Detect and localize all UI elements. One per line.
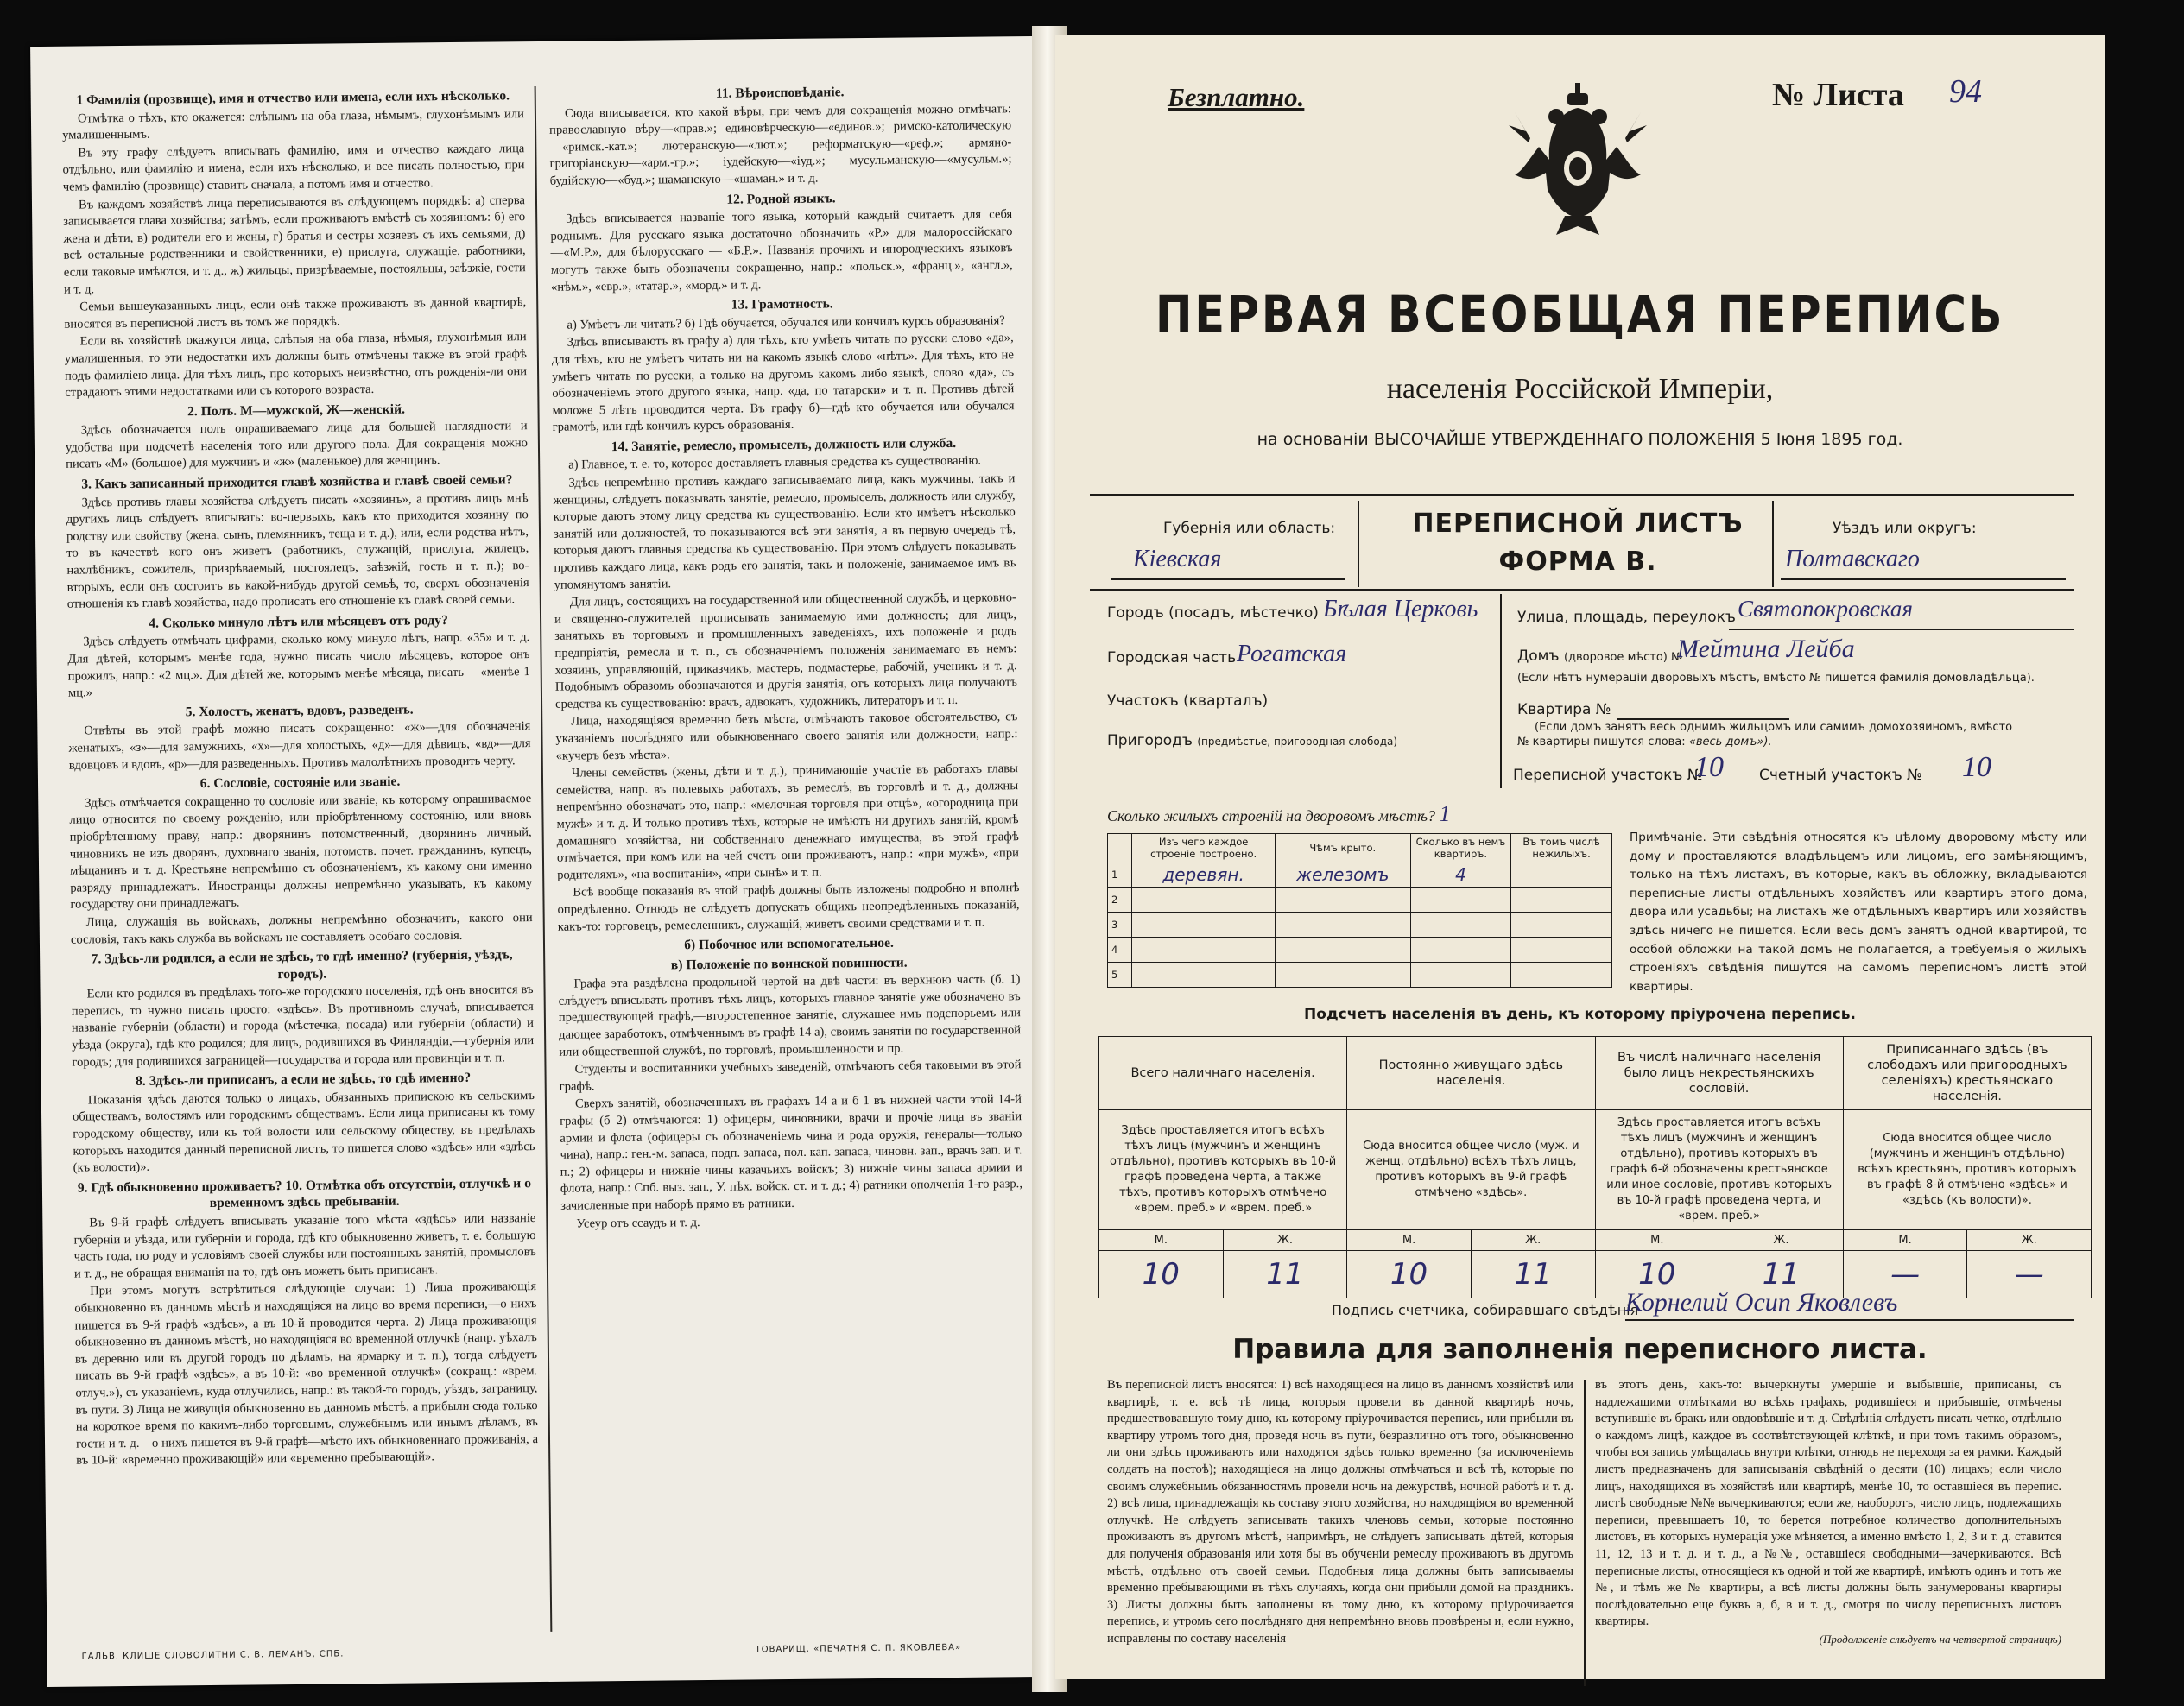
buildings-cell-roof <box>1275 938 1410 963</box>
pop-value: — <box>1843 1251 1967 1298</box>
buildings-cell-roof <box>1275 888 1410 913</box>
col-material: Изъ чего каждое строеніе построено. <box>1132 834 1276 862</box>
instruction-paragraph: Сверхъ занятій, обозначенныхъ въ графахъ 14 а и б 1 въ нижней части этой 14-й графы (б 2) отмѣчаются: 1) офицеры, чиновники, врачи и прочіе лица въ званіи армии и флота (офицеры съ обозначеніемъ чина и рода оружія, генералы—только чина), напр.: ген.-м. запаса, подп. запаса, пол. кап. запаса, чиновн. зап., врачъ зап. и т. п.; 2) офицеры и нижніе чины казачьихъ войскъ; 3) нижніе чины запаса армии и флота, напр.: Спб. выз. зап., У. пѣх. войск. ст. и т. д.; 4) ратники ополченія 1-го разр., зачисленные при наборѣ прямо въ ратники. <box>560 1092 1023 1213</box>
pop-sex-header: М. <box>1595 1230 1719 1251</box>
printer-footer-right: ТОВАРИЩ. «ПЕЧАТНЯ С. П. ЯКОВЛЕВА» <box>755 1642 962 1655</box>
buildings-cell-n: 1 <box>1108 862 1132 888</box>
buildings-row <box>1108 913 1612 938</box>
buildings-row <box>1108 963 1612 988</box>
buildings-cell-roof: железомъ <box>1275 862 1410 888</box>
buildings-cell-material: деревян. <box>1132 862 1276 888</box>
instruction-paragraph: Графа эта раздѣлена продольной чертой на двѣ части: въ верхнюю часть (б. 1) слѣдуетъ вписывать противъ тѣхъ лицъ, которыхъ главное занятіе уже обозначено въ предшествующей графѣ,—второстепенное занятіе, служащее имъ подспорьемъ или дающее заработокъ, отмѣченнымъ въ графѣ 14 а), своимъ занятіи по государственной или общественной службѣ, по торговлѣ, промышленности и пр. <box>558 972 1022 1059</box>
counting-area-value: 10 <box>1962 751 1991 783</box>
buildings-row <box>1108 938 1612 963</box>
instruction-paragraph: Сюда вписывается, кто какой вѣры, при чемъ для сокращенія можно отмѣчать: православную вѣру—«прав.»; единовѣрческую—«единов.»; римско-католическую—«римск.-кат.»; лютеранскую—«лют.»; реформатскую—«реф.»; армяно-григоріанскую—«арм.-гр.»; іудейскую—«іуд.»; мусульманскую—«мусульм.»; будійскую—«буд.»; шаманскую—«шаман.» и т. д. <box>549 101 1012 188</box>
rules-title: Правила для заполненія переписного листа. <box>1232 1334 1928 1365</box>
left-page-instructions <box>30 36 1049 1687</box>
buildings-cell-n: 2 <box>1108 888 1132 913</box>
instructions-column-left <box>62 85 539 1470</box>
instruction-paragraph: Отмѣтка о тѣхъ, кто окажется: слѣпымъ на оба глаза, нѣмымъ, глухонѣмымъ или умалишеннымъ. <box>62 106 525 142</box>
pop-value: 10 <box>1595 1251 1719 1298</box>
instruction-paragraph: а) Главное, т. е. то, которое доставляетъ главныя средства къ существованію. <box>568 454 982 473</box>
suburb-note: (предмѣстье, пригородная слобода) <box>1197 736 1398 748</box>
pop-desc-peasant: Сюда вносится общее число (мужчинъ и женщинъ отдѣльно) всѣхъ крестьянъ, противъ которыхъ въ графѣ 8-й отмѣчено «здѣсь» и «здѣсь (къ волости)». <box>1843 1110 2091 1230</box>
house-label <box>1517 648 1683 665</box>
buildings-question-text: Сколько жилыхъ строеній на дворовомъ мѣстѣ? <box>1107 807 1435 825</box>
district-label: Участокъ (кварталъ) <box>1107 692 1269 710</box>
divider <box>1090 494 2074 496</box>
buildings-cell-apts: 4 <box>1410 862 1510 888</box>
instruction-paragraph: Здѣсь непремѣнно противъ каждаго записываемаго лица, какъ мужчины, такъ и женщины, слѣдуетъ показывать занятіе, ремесло, промыселъ, должность или службу, которые даютъ этому лицу средства къ существованію. Если кто имѣетъ нѣсколько занятій или должностей, то показываются всѣ эти занятія, а въ первую очередь тѣ, которыя даютъ главныя средства къ существованію. При этомъ слѣдуетъ показывать противъ каждаго лица, какъ родъ его занятія, такъ и положеніе, занимаемое имъ въ упомянутомъ занятіи. <box>553 471 1016 592</box>
form-title-line-1: ПЕРЕПИСНОЙ ЛИСТЪ <box>1412 509 1744 539</box>
pop-sex-header: М. <box>1347 1230 1472 1251</box>
apartment-hint-1: (Если домъ занятъ весь однимъ жильцомъ или самимъ домохозяиномъ, вмѣсто <box>1535 721 2013 734</box>
instruction-paragraph: Усеур отъ ссаудъ и т. д. <box>576 1215 700 1231</box>
street-value: Святопокровская <box>1738 596 1913 622</box>
section-heading: 11. Вѣроисповѣданіе. <box>715 85 845 101</box>
buildings-cell-apts <box>1410 938 1510 963</box>
pop-sex-header: Ж. <box>1719 1230 1844 1251</box>
col-number <box>1108 834 1132 862</box>
signature-value: Корнелий Осип Яковлевъ <box>1625 1288 1898 1317</box>
pop-sex-header: Ж. <box>1223 1230 1347 1251</box>
section-heading: в) Положеніе по воинской повинности. <box>670 955 908 973</box>
apartment-hint-3: «весь домъ»). <box>1688 736 1772 749</box>
rules-column-2 <box>1595 1377 2061 1648</box>
form-title <box>1375 505 1781 581</box>
house-label-text: Домъ <box>1517 648 1560 665</box>
pop-value: 10 <box>1099 1251 1224 1298</box>
street-label: Улица, площадь, переулокъ <box>1517 609 1736 626</box>
buildings-row <box>1108 862 1612 888</box>
pop-value: — <box>1967 1251 2092 1298</box>
suburb-label-text: Пригородъ <box>1107 732 1193 749</box>
buildings-row <box>1108 888 1612 913</box>
city-label: Городъ (посадъ, мѣстечко) <box>1107 604 1319 622</box>
section-heading: 8. Здѣсь-ли приписанъ, а если не здѣсь, то гдѣ именно? <box>135 1071 472 1090</box>
pop-col-permanent: Постоянно живущаго здѣсь населенія. <box>1347 1037 1595 1110</box>
buildings-cell-material <box>1132 888 1276 913</box>
pop-value: 11 <box>1719 1251 1844 1298</box>
instruction-paragraph: Здѣсь вписывается названіе того языка, который каждый считаетъ для себя роднымъ. Для русскаго языка достаточно обозначить «Р.» для малороссійскаго—«М.Р.», для бѣлорусскаго — «Б.Р.». Названія прочихъ и инородческихъ языковъ могутъ также быть обозначены сокращенно, напр.: «польск.», «франц.», «англ.», «нѣм.», «евр.», «татар.», «морд.» и т. д. <box>550 207 1013 294</box>
pop-col-present: Всего наличнаго населенія. <box>1099 1037 1347 1110</box>
instruction-paragraph: Въ каждомъ хозяйствѣ лица переписываются въ слѣдующемъ порядкѣ: а) сперва записывается глава хозяйства; затѣмъ, если проживаютъ вмѣстѣ съ хозяиномъ: б) его жена и дѣти, в) родители его и жены, г) братья и сестры хозяевъ съ ихъ семьями, д) всѣ остальные родственники и свойственники, е) прислуга, служащіе, работники, если таковые имѣются, и т. д., ж) жильцы, призрѣваемые, постояльцы, заѣзжіе, гости и т. д. <box>63 193 526 297</box>
census-area-label: Переписной участокъ № <box>1513 767 1703 784</box>
pop-desc-present: Здѣсь проставляется итогъ всѣхъ тѣхъ лицъ (мужчинъ и женщинъ отдѣльно), противъ которыхъ въ 10-й графѣ проведена черта, а также тѣхъ, противъ которыхъ отмѣчено «врем. преб.» и «врем. преб.» <box>1099 1110 1347 1230</box>
buildings-cell-material <box>1132 938 1276 963</box>
col-roof: Чѣмъ крыто. <box>1275 834 1410 862</box>
sheet-number-label: № Листа <box>1772 77 1904 113</box>
suburb-label <box>1107 732 1397 749</box>
population-table <box>1098 1036 2092 1298</box>
buildings-cell-n: 5 <box>1108 963 1132 988</box>
uezd-value: Полтавскаго <box>1785 546 1920 572</box>
buildings-cell-material <box>1132 913 1276 938</box>
instruction-paragraph: Здѣсь слѣдуетъ отмѣчать цифрами, сколько кому минуло лѣтъ, напр. «35» и т. д. Для дѣтей, которымъ менѣе года, нужно писать число мѣсяцевъ, которое онъ прожилъ, напр.: «2 мц.». Для дѣтей же, которымъ менѣе мѣсяца, писать —«менѣе 1 мц.» <box>67 630 530 700</box>
instruction-paragraph: Члены семействъ (жены, дѣти и т. д.), принимающіе участіе въ работахъ главы семейства, напр. въ полевыхъ работахъ, въ ремеслѣ, въ торговлѣ и т. д., должны непремѣнно обозначать это, напр.: «мелочная торговля при отцѣ», «огородница при мужѣ» и т. д. И только противъ тѣхъ, которые не имѣютъ ни другихъ занятій, кромѣ домашняго хозяйства, ни собственнаго денежнаго имущества, въ этой графѣ отмѣчается, при комъ или на чей счетъ они проживаютъ, напр.: «при мужѣ», «при родителяхъ», «на воспитаніи», «при сынѣ» и т. п. <box>556 761 1020 882</box>
pop-sex-header: М. <box>1843 1230 1967 1251</box>
instruction-paragraph: Семьи вышеуказанныхъ лицъ, если онѣ также проживаютъ въ данной квартирѣ, вносятся въ переписной листъ въ томъ же порядкѣ. <box>64 295 527 332</box>
pop-value: 10 <box>1347 1251 1472 1298</box>
instruction-paragraph: Здѣсь обозначается полъ опрашиваемаго лица для большей наглядности и удобства при подсчетѣ населенія того или другого пола. Для сокращенія можно писать «М» (большое) для мужчинъ и «ж» (маленькое) для женщинъ. <box>65 419 529 472</box>
guberniya-value: Кіевская <box>1133 546 1222 572</box>
house-value: Мейтина Лейба <box>1677 635 1855 663</box>
census-area-value: 10 <box>1694 751 1724 783</box>
buildings-cell-nonres <box>1511 913 1612 938</box>
instruction-paragraph: Здѣсь вписываютъ въ графу а) для тѣхъ, кто умѣетъ читать по русски слово «да», для тѣхъ, кто не умѣетъ читать ни на какомъ языкѣ слово «нѣтъ». Для тѣхъ, кто не умѣетъ читать по русски, а только на другомъ какомъ либо языкѣ, слово «да», съ обозначеніемъ этого другого языка, напр. «да, по татарски» и т. п. Противъ дѣтей моложе 5 лѣтъ проводится черта. Въ графу б)—гдѣ кто обучается или обучался грамотѣ, или гдѣ кончилъ курсъ образованія. <box>551 331 1015 435</box>
pop-desc-non-peasant: Здѣсь проставляется итогъ всѣхъ тѣхъ лицъ (мужчинъ и женщинъ отдѣльно), противъ которыхъ въ графѣ 6-й обозначены крестьянское или иное сословіе, противъ которыхъ въ 10-й графѣ проведена черта, и «врем. преб.» <box>1595 1110 1843 1230</box>
counting-area-label: Счетный участокъ № <box>1759 767 1922 784</box>
instruction-paragraph: Здѣсь противъ главы хозяйства слѣдуетъ писать «хозяинъ», а противъ лицъ мнѣ другихъ лицъ слѣдуетъ вписывать: во-первыхъ, какъ кто приходится хозяину по родству или свойству (жена, сынъ, племянникъ, теща и т. д.), или, если родства нѣтъ, то въ качествѣ кого онъ живетъ (работникъ, служащій, прислуга, жилецъ, нахлѣбникъ, сожитель, призрѣваемый, постоялецъ, заѣзжій, гость и т. п.); во-вторыхъ, если онъ состоитъ въ какой-нибудь другой семьѣ, то, сверхъ обозначенія отношенія къ главѣ хозяйства, надо прописать его отношеніе къ главѣ своей семьи. <box>66 490 529 611</box>
population-title: Подсчетъ населенія въ день, къ которому пріурочена перепись. <box>1304 1006 1856 1023</box>
instructions-column-right <box>549 79 1023 1234</box>
buildings-cell-nonres <box>1511 862 1612 888</box>
rules-column-2-text: въ этотъ день, какъ-то: вычеркнуты умершіе и выбывшіе, приписаны, съ надлежащими отмѣтками во всѣхъ графахъ, родившіеся и прибывшіе, отмѣчены вступившіе въ бракъ или овдовѣвшіе и т. д. Свѣдѣнія слѣдуетъ писать четко, отдѣльно о каждомъ лицѣ, каждое въ соотвѣтствующей клѣткѣ, и при томъ такимъ образомъ, чтобы вся запись умѣщалась внутри клѣтки, отнюдь не переходя за ея рамки. Каждый листъ предназначенъ для записыванія свѣдѣній о десяти (10) лицахъ; если число лицъ, находящихся въ хозяйствѣ или квартирѣ, менѣе 10, то оставшіеся въ перепис. листѣ свободные №№ вычеркиваются; если же, наоборотъ, число лицъ, подлежащихъ переписи, превышаетъ 10, то берется потребное количество дополнительныхъ листовъ, въ которыхъ нумерація уже мѣняется, а именно вмѣсто 1, 2, 3 и т. д. ставится 11, 12, 13 и т. д. и т. д., а №№, оставшіеся свободными—зачеркиваются. Всѣ переписные листы, относящіеся къ одной и той же квартирѣ, имѣютъ одинъ и тотъ же №, и тѣмъ же № квартиры, а всѣ листы должны быть занумерованы квартиры послѣдовательно еще буквъ а, б, в и т. д., смотря по числу переписныхъ листовъ квартиры. <box>1595 1378 2061 1629</box>
rules-column-1: Въ переписной листъ вносятся: 1) всѣ находящіеся на лицо въ данномъ хозяйствѣ или квартирѣ, т. е. всѣ тѣ лица, которыя провели въ данной квартирѣ ночь, предшествовавшую тому дню, къ которому пріурочивается перепись, или прибыли въ квартиру утромъ того дня, проведя ночь въ пути, безразлично отъ того, обыкновенно ли они здѣсь проживаютъ или находятся здѣсь только временно (за исключеніемъ солдатъ на постоѣ); находящіеся на лицо должны отмѣчаться и всѣ тѣ, которые по своимъ служебнымъ обязанностямъ провели ночь на дежурствѣ, ночной работѣ и т. д. 2) всѣ лица, принадлежащія къ составу этого хозяйства, но находящіяся во временной отлучкѣ. Не слѣдуетъ записывать такихъ членовъ семьи, которые постоянно проживаютъ въ другомъ мѣстѣ, напримѣръ, не слѣдуетъ записывать дѣтей, которыя для полученія образованія или хотя бы въ обученіи ремеслу проживаютъ въ другомъ мѣстѣ, отдѣльно отъ своей семьи. Подобныя лица должны быть записываемы временно пребывающими въ тѣхъ случаяхъ, когда они прибыли домой на праздникъ. 3) Листы должны быть заполнены въ тому дню, къ которому пріурочивается перепись, и утромъ сего послѣдняго дня непремѣнно вновь провѣрены и, если нужно, исправлены по составу населенія <box>1107 1378 1573 1646</box>
apartment-label: Квартира № <box>1517 701 1611 718</box>
instruction-paragraph: Если въ хозяйствѣ окажутся лица, слѣпыя на оба глаза, нѣмыя, глухонѣмыя или умалишенныя, то эти недостатки ихъ должны быть отмѣчены также въ этой графѣ подъ фамиліею лица. Для тѣхъ лицъ, про которыхъ неизвѣстно, отъ рожденія-ли они страдаютъ этими недостатками или съ которого возраста. <box>64 330 528 400</box>
form-title-line-2: ФОРМА В. <box>1498 547 1657 577</box>
instruction-paragraph: Лица, находящіяся временно безъ мѣста, отмѣчаютъ таковое обстоятельство, съ указаніемъ послѣдняго или обыкновеннаго своего занятія или должности, напр.: «кучеръ безъ мѣста». <box>555 710 1018 763</box>
col-apartments: Сколько въ немъ квартиръ. <box>1410 834 1510 862</box>
buildings-cell-apts <box>1410 963 1510 988</box>
double-headed-eagle-emblem <box>1496 78 1660 242</box>
section-heading: б) Побочное или вспомогательное. <box>684 935 894 953</box>
section-heading: 3. Какъ записанный приходится главѣ хозяйства и главѣ своей семьи? <box>81 472 513 492</box>
instruction-paragraph: Въ 9-й графѣ слѣдуетъ вписывать указаніе того мѣста «здѣсь» или названіе губерніи и уѣзда, или губерніи и города, гдѣ кто обыкновенно живетъ, т. е. большую часть года, по роду и условіямъ своей службы или постоянныхъ занятій, промысловъ и т. д., не обращая вниманія на то, гдѣ онъ можетъ быть приписанъ. <box>73 1211 536 1281</box>
buildings-cell-apts <box>1410 888 1510 913</box>
section-heading: 4. Сколько минуло лѣтъ или мѣсяцевъ отъ роду? <box>149 612 448 631</box>
instruction-paragraph: Для лицъ, состоящихъ на государственной или общественной службѣ, и церковно-и священно-служителей прописывать занимаемую ими должность; для лицъ, занятыхъ въ торговыхъ и промышленныхъ заведеніяхъ, ихъ положеніе и родъ предпріятія, ремесла и т. п., съ обозначеніемъ положенія занимаемаго въ немъ: хозяинъ, управляющій, приказчикъ, мастеръ, подмастерье, рабочій, ученикъ и т. д. Подобнымъ образомъ обозначаются и другія занятія, отъ которыхъ лица получаютъ средства къ существованію: врачъ, адвокатъ, художникъ, литераторъ и т. п. <box>554 591 1017 711</box>
instruction-paragraph: Студенты и воспитанники учебныхъ заведеній, отмѣчаютъ себя таковыми въ этой графѣ. <box>559 1058 1022 1094</box>
buildings-cell-roof <box>1275 913 1410 938</box>
buildings-table <box>1107 833 1612 988</box>
col-nonresidential: Въ томъ числѣ нежилыхъ. <box>1511 834 1612 862</box>
pop-value: 11 <box>1471 1251 1595 1298</box>
section-heading: 2. Полъ. М—мужской, Ж—женскій. <box>187 401 406 419</box>
section-heading: 14. Занятіе, ремесло, промыселъ, должность или служба. <box>611 435 957 454</box>
guberniya-label: Губернія или область: <box>1163 520 1336 537</box>
buildings-cell-n: 4 <box>1108 938 1132 963</box>
house-note: (дворовое мѣсто) № <box>1563 651 1683 664</box>
buildings-question <box>1107 801 1450 827</box>
buildings-cell-nonres <box>1511 963 1612 988</box>
printer-footer-left: ГАЛЬВ. КЛИШЕ СЛОВОЛИТНИ С. В. ЛЕМАНЪ, СПБ. <box>81 1649 345 1662</box>
buildings-cell-material <box>1132 963 1276 988</box>
rules-continue-note: (Продолженіе слѣдуетъ на четвертой страницѣ) <box>1819 1632 2061 1646</box>
buildings-note: Примѣчаніе. Эти свѣдѣнія относятся къ цѣлому дворовому мѣсту или дому и проставляются владѣльцемъ или лицомъ, его замѣняющимъ, только на тѣхъ листахъ, въ которые, какъ въ обложку, вкладываются переписные листы отдѣльныхъ хозяйствъ или квартиръ этого дома, двора или усадьбы; на листахъ же отдѣльныхъ квартиръ или хозяйствъ здѣсь ничего не пишется. Если весь домъ занятъ одной квартирой, то особой обложки на такой домъ не полагается, а требуемыя о жилыхъ строеніяхъ свѣдѣнія пишутся на самомъ переписномъ листѣ этой квартиры. <box>1630 831 2087 994</box>
instruction-paragraph: а) Умѣетъ-ли читать? б) Гдѣ обучается, обучался или кончилъ курсъ образованія? <box>567 313 1005 332</box>
buildings-cell-n: 3 <box>1108 913 1132 938</box>
section-heading: 7. Здѣсь-ли родился, а если не здѣсь, то гдѣ именно? (губернія, уѣздъ, городъ). <box>91 947 513 982</box>
instruction-paragraph: Лица, служащія въ войскахъ, должны непремѣнно обозначить, какого они сословія, такъ какъ служба въ войскахъ не составляетъ особаго сословія. <box>70 910 533 947</box>
section-heading: 9. Гдѣ обыкновенно проживаетъ? 10. Отмѣтка объ отсутствіи, отлучкѣ и о временномъ здѣсь пребываніи. <box>77 1175 532 1211</box>
page-title: ПЕРВАЯ ВСЕОБЩАЯ ПЕРЕПИСЬ <box>1155 285 2005 344</box>
pop-value: 11 <box>1223 1251 1347 1298</box>
uezd-label: Уѣздъ или округъ: <box>1833 520 1977 537</box>
section-heading: 13. Грамотность. <box>731 296 833 313</box>
house-hint: (Если нѣтъ нумераціи дворовыхъ мѣстъ, вмѣсто № пишется фамилія домовладѣльца). <box>1517 672 2035 685</box>
signature-label: Подпись счетчика, собиравшаго свѣдѣнія <box>1332 1302 1639 1318</box>
instruction-paragraph: Здѣсь отмѣчается сокращенно то сословіе или званіе, къ которому опрашиваемое лицо относится по своему рожденію, или пріобрѣтенному состоянію, или вновь пріобрѣтенному праву, напр.: дворянинъ потомственный, дворянинъ личный, чиновникъ не изъ дворянъ, духовнаго званія, потомств. почет. гражданинъ, купецъ, мѣщанинъ и т. д. Крестьяне непремѣнно съ обозначеніемъ, къ какому они именно разряду принадлежатъ. Иностранцы должны непремѣнно указывать, къ какому государству они принадлежатъ. <box>69 791 533 913</box>
pop-col-peasant: Приписаннаго здѣсь (въ слободахъ или пригородныхъ селеніяхъ) крестьянскаго населенія. <box>1843 1037 2091 1110</box>
instruction-paragraph: Въ эту графу слѣдуетъ вписывать фамилію, имя и отчество каждаго лица отдѣльно, или фамилію и имена, если ихъ нѣсколько, и все писать полностью, при чемъ фамилію (прозвище) ставить сначала, а потомъ имя и отчество. <box>62 141 525 194</box>
buildings-cell-nonres <box>1511 938 1612 963</box>
city-value: Бѣлая Церковь <box>1323 596 1478 622</box>
instruction-paragraph: Всѣ вообще показанія въ этой графѣ должны быть изложены подробно и вполнѣ опредѣленно. Отнюдь не слѣдуетъ допускать общихъ неопредѣленныхъ показаній, какъ-то: торговецъ, ремесленникъ, служащій, живетъ своими средствами и т. п. <box>557 881 1020 934</box>
city-part-value: Рогатская <box>1237 641 1347 667</box>
section-heading: 6. Сословіе, состояніе или званіе. <box>199 774 401 792</box>
pop-sex-header: Ж. <box>1967 1230 2092 1251</box>
page-subtitle: населенія Россійской Имперіи, <box>1386 373 1774 405</box>
pop-col-non-peasant: Въ числѣ наличнаго населенія было лицъ некрестьянскихъ сословій. <box>1595 1037 1843 1110</box>
instruction-paragraph: Показанія здѣсь даются только о лицахъ, обязанныхъ припискою къ сельскимъ обществамъ, волостямъ или городскимъ обществамъ. Если лица приписаны къ тому городскому обществу, или къ той волости или сельскому обществу, въ предѣлахъ которыхъ находится данный переписной листъ, то пишется слово «здѣсь» или «здѣсь (къ волости)». <box>72 1088 535 1175</box>
instruction-paragraph: Отвѣты въ этой графѣ можно писать сокращенно: «ж»—для обозначенія женатыхъ, «з»—для замужнихъ, «х»—для холостыхъ, «д»—для дѣвицъ, «вд»—для вдовцовъ и вдовъ, «р»—для разведенныхъ. Противъ малолѣтнихъ проводить черту. <box>68 719 531 773</box>
free-label: Безплатно. <box>1168 82 1305 112</box>
buildings-answer: 1 <box>1439 801 1451 826</box>
section-heading: 1 Фамилія (прозвище), имя и отчество или имена, если ихъ нѣсколько. <box>76 88 510 108</box>
buildings-cell-apts <box>1410 913 1510 938</box>
city-part-label: Городская часть <box>1107 649 1237 667</box>
section-heading: 12. Родной языкъ. <box>726 190 836 207</box>
instruction-paragraph: Если кто родился въ предѣлахъ того-же городского поселенія, гдѣ онъ вносится въ перепись, то нужно писать просто: «здѣсь». Въ противномъ случаѣ, вписывается названіе губерніи (области) и города (мѣстечка, посада) или губерніи (области) и уѣзда (округа), гдѣ кто родился; для лицъ, родившихся въ Финляндіи,—губернія или городъ; для родившихся заграницей—государства и города или провинціи и т. п. <box>71 983 535 1070</box>
pop-sex-header: М. <box>1099 1230 1224 1251</box>
legal-basis: на основаніи ВЫСОЧАЙШЕ УТВЕРЖДЕННАГО ПОЛОЖЕНІЯ 5 Іюня 1895 год. <box>1257 430 1903 449</box>
census-form-page <box>1055 35 2105 1679</box>
instruction-paragraph: При этомъ могутъ встрѣтиться слѣдующіе случаи: 1) Лица проживающія обыкновенно въ данномъ мѣстѣ и находящіяся на лицо во время переписи,—о нихъ пишется въ 9-й графѣ «здѣсь», а въ 10-й проводится черта. 2) Лица проживающія обыкновенно въ данномъ мѣстѣ, но находящіяся во временной отлучкѣ (напр. уѣхалъ въ деревню или въ другой городъ по дѣламъ, на ярмарку и т. п.), тогда слѣдуетъ писать въ 9-й графѣ «здѣсь», а въ 10-й: «во временной отлучкѣ» (сокращ.: «врем. отлуч.»), съ указаніемъ, куда отлучились, напр.: въ такой-то городъ, уѣздъ, заграницу, въ пути. 3) Лица не живущія обыкновенно въ данномъ мѣстѣ, а прибыли сюда только на короткое время по какимъ-либо торговымъ, служебнымъ или инымъ дѣламъ, въ гости и т. д.—о нихъ пишется въ 9-й графѣ—мѣсто ихъ обыкновеннаго проживанія, а въ 10-й: «временно проживающій» или «временно пребывающій». <box>74 1280 539 1468</box>
section-heading: 5. Холостъ, женатъ, вдовъ, разведенъ. <box>185 702 414 720</box>
apartment-hint-2: № квартиры пишутся слова: <box>1517 736 1686 749</box>
buildings-cell-roof <box>1275 963 1410 988</box>
pop-sex-header: Ж. <box>1471 1230 1595 1251</box>
sheet-number-value: 94 <box>1949 73 1982 110</box>
apartment-hint <box>1517 736 1772 749</box>
buildings-cell-nonres <box>1511 888 1612 913</box>
pop-desc-permanent: Сюда вносится общее число (муж. и женщ. отдѣльно) всѣхъ тѣхъ лицъ, противъ которыхъ въ 9-й графѣ отмѣчено «здѣсь». <box>1347 1110 1595 1230</box>
